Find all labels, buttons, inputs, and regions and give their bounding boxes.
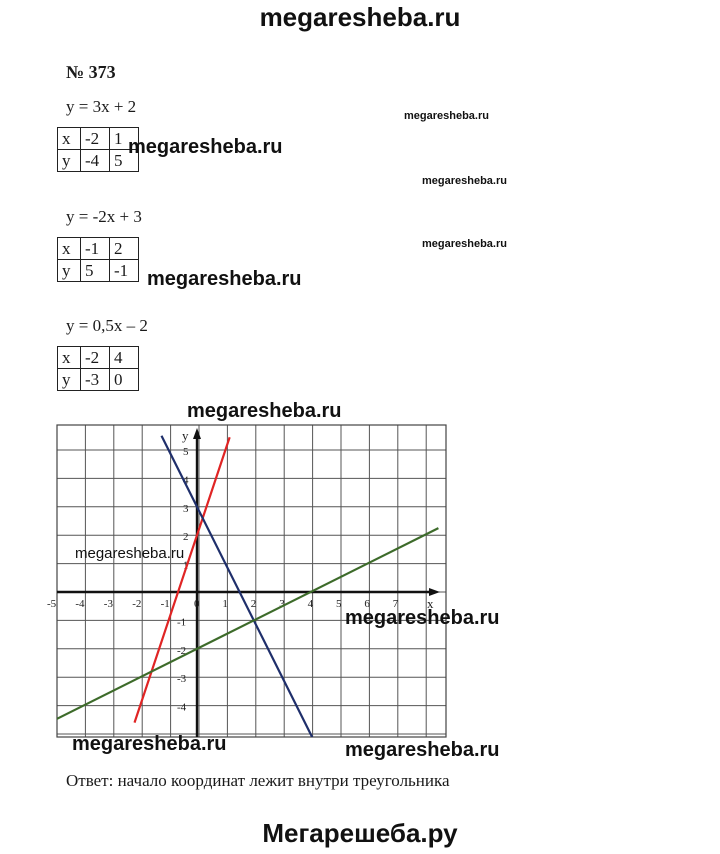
equation-3: y = 0,5x – 2 <box>66 316 148 335</box>
y-tick-label: 4 <box>183 474 189 487</box>
y-axis-label: y <box>182 428 189 443</box>
table-cell: -2 <box>81 128 110 150</box>
y-tick-label: 3 <box>183 502 189 515</box>
x-tick-label: 6 <box>364 598 370 610</box>
y-tick-label: 5 <box>183 446 189 458</box>
table-cell: 4 <box>110 347 139 369</box>
x-tick-label: 5 <box>336 598 342 610</box>
watermark: megaresheba.ru <box>128 136 283 158</box>
table-cell: y <box>58 260 81 282</box>
x-tick-label: 7 <box>392 598 399 610</box>
table-cell: -4 <box>81 150 110 172</box>
table-cell: 0 <box>110 369 139 391</box>
watermark: megaresheba.ru <box>187 400 342 422</box>
x-tick-label: -3 <box>103 598 113 610</box>
y-tick-label: 1 <box>183 559 189 572</box>
site-header[interactable]: megaresheba.ru <box>259 2 461 32</box>
y-tick-label: -3 <box>177 673 187 686</box>
table-cell: x <box>58 347 81 369</box>
table-cell: -1 <box>110 260 139 282</box>
y-axis-arrow <box>193 428 201 439</box>
tick-labels <box>47 428 434 714</box>
watermark: megaresheba.ru <box>75 545 185 562</box>
x-tick-label: -5 <box>47 598 57 610</box>
watermark: megaresheba.ru <box>345 739 500 761</box>
x-tick-label: -4 <box>75 598 85 610</box>
problem-number: № 373 <box>66 62 116 82</box>
watermark: megaresheba.ru <box>147 268 302 290</box>
watermark: megaresheba.ru <box>72 733 227 755</box>
table-cell: -3 <box>81 369 110 391</box>
table-cell: 2 <box>110 238 139 260</box>
watermark: megaresheba.ru <box>422 238 507 250</box>
x-tick-label: 1 <box>222 598 228 610</box>
watermark: megaresheba.ru <box>345 607 500 629</box>
series-clip-group <box>55 436 438 740</box>
series-lines <box>55 436 438 740</box>
watermark: megaresheba.ru <box>422 175 507 187</box>
table-cell: 5 <box>110 150 139 172</box>
x-tick-label: -2 <box>132 598 142 610</box>
y-tick-label: -2 <box>177 644 187 657</box>
equation-1: y = 3x + 2 <box>66 97 137 116</box>
equation-2: y = -2x + 3 <box>66 207 142 226</box>
answer-text: Ответ: начало координат лежит внутри треугольника <box>66 771 450 790</box>
x-tick-label: -1 <box>160 598 170 610</box>
y-tick-label: -4 <box>177 701 187 714</box>
table-cell: -1 <box>81 238 110 260</box>
x-tick-label: 0 <box>194 598 200 610</box>
x-tick-label: 2 <box>250 598 257 610</box>
x-axis-label: x <box>427 596 434 611</box>
watermark: megaresheba.ru <box>404 110 489 122</box>
table-cell: x <box>58 238 81 260</box>
y-tick-label: -1 <box>177 616 187 629</box>
table-cell: 1 <box>110 128 139 150</box>
table-cell: -2 <box>81 347 110 369</box>
site-footer[interactable]: Мегарешеба.ру <box>262 818 458 848</box>
table-cell: x <box>58 128 81 150</box>
x-tick-label: 3 <box>279 598 285 610</box>
table-cell: y <box>58 369 81 391</box>
table-cell: y <box>58 150 81 172</box>
x-tick-label: 4 <box>307 598 314 610</box>
series-line-2 <box>162 436 314 740</box>
x-axis-arrow <box>429 588 440 596</box>
y-tick-label: 2 <box>183 531 189 544</box>
table-cell: 5 <box>81 260 110 282</box>
